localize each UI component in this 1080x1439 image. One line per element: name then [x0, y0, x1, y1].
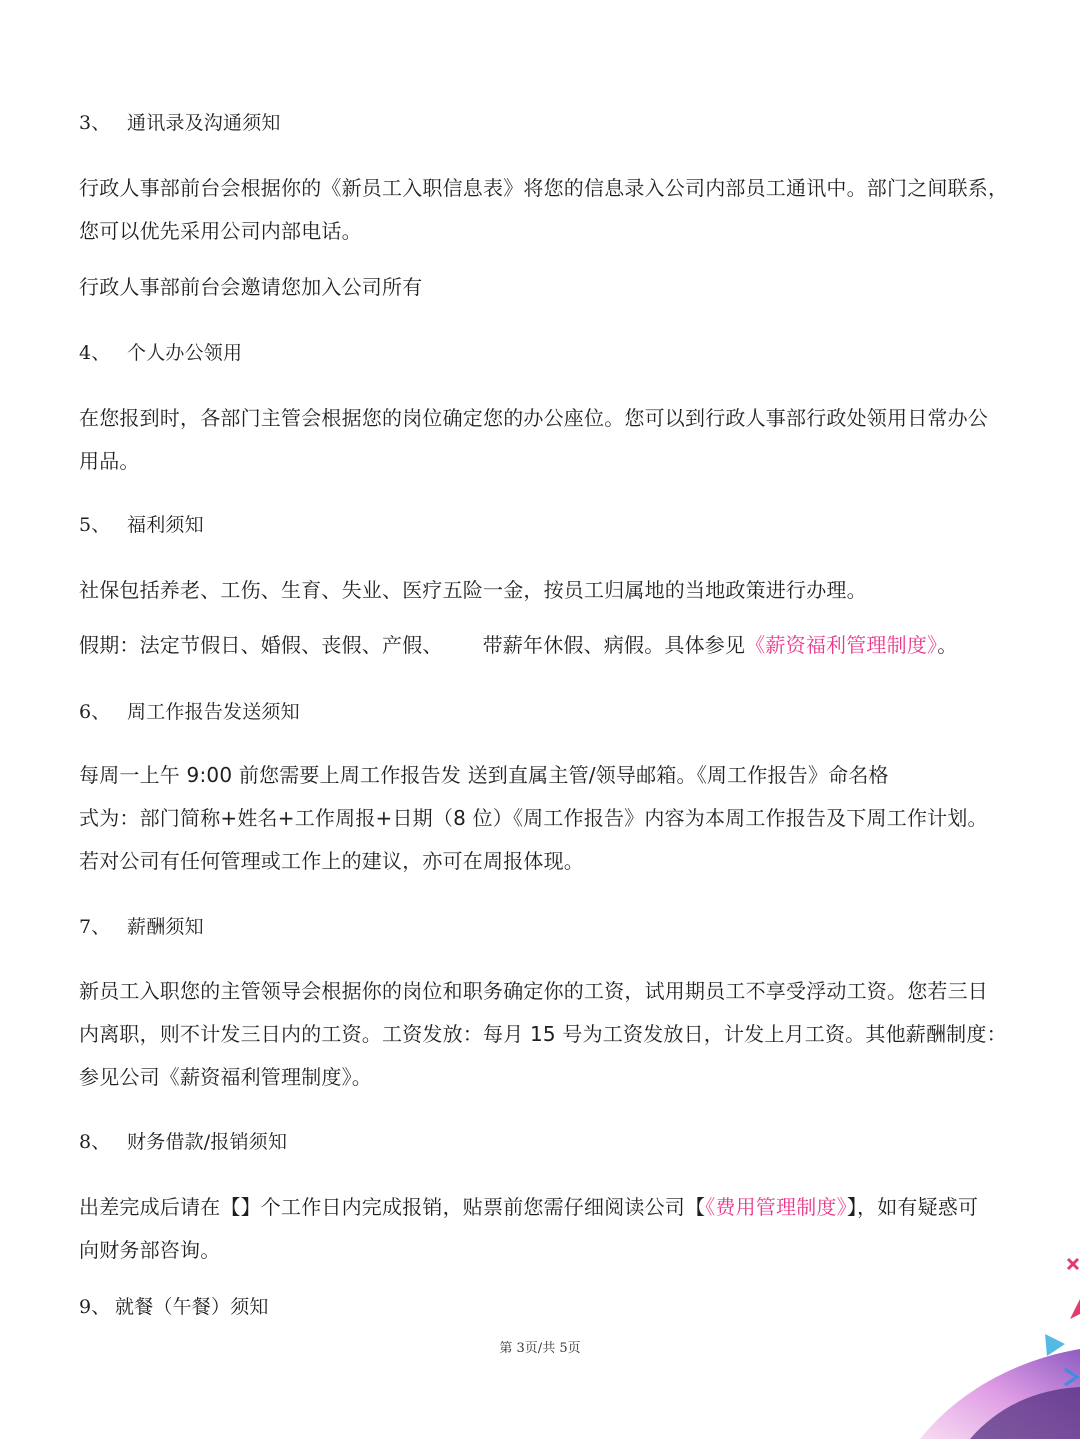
section-6-paragraph-line: 式为：部门简称+姓名+工作周报+日期（8 位）《周工作报告》内容为本周工作报告及下周工作计划。: [79, 806, 988, 830]
section-title: 通讯录及沟通须知: [127, 112, 281, 134]
section-6-heading: [79, 697, 1002, 727]
section-title: 财务借款/报销须知: [127, 1131, 288, 1153]
policy-link[interactable]: 《费用管理制度》: [705, 1195, 847, 1219]
section-5-heading: [79, 510, 1002, 540]
section-number: 3、: [79, 112, 111, 134]
text-run: 带薪年休假、病假。具体参见: [482, 633, 746, 657]
section-6-paragraph-line: 每周一上午 9:00 前您需要上周工作报告发 送到直属主管/领导邮箱。《周工作报告》命名格: [79, 763, 889, 787]
page-indicator: 第 3页/共 5页: [499, 1341, 581, 1356]
section-3-paragraph-line: 您可以优先采用公司内部电话。: [79, 219, 362, 243]
section-7-paragraph-line: 参见公司《薪资福利管理制度》。: [79, 1065, 372, 1089]
policy-link[interactable]: 《薪资福利管理制度》: [745, 633, 938, 657]
section-number: 6、: [79, 701, 111, 723]
section-title: 福利须知: [127, 514, 204, 536]
section-number: 9、: [79, 1296, 111, 1318]
section-6-paragraph-line: 若对公司有任何管理或工作上的建议，亦可在周报体现。: [79, 849, 584, 873]
section-3-paragraph-line: 行政人事部前台会根据你的《新员工入职信息表》将您的信息录入公司内部员工通讯中。部门之间联系，: [79, 176, 1009, 200]
section-4-paragraph-line: 用品。: [79, 449, 140, 473]
section-5-paragraph-line: [79, 624, 1002, 667]
section-7-paragraph-line: 新员工入职您的主管领导会根据你的岗位和职务确定你的工资，试用期员工不享受浮动工资。您若三日: [79, 979, 988, 1003]
section-3-heading: [79, 108, 1002, 138]
decorative-corner-art: [880, 1239, 1080, 1439]
section-4-paragraph-line: 在您报到时，各部门主管会根据您的岗位确定您的办公座位。您可以到行政人事部行政处领用日常办公: [79, 406, 988, 430]
section-title: 周工作报告发送须知: [127, 701, 300, 723]
section-3-paragraph-line: 行政人事部前台会邀请您加入公司所有: [79, 275, 423, 299]
section-9-heading: [79, 1292, 1002, 1322]
section-title: 个人办公领用: [127, 342, 243, 364]
section-number: 7、: [79, 916, 111, 938]
section-number: 8、: [79, 1131, 111, 1153]
text-run: 假期：法定节假日、婚假、丧假、产假、: [79, 633, 443, 657]
text-run: 。: [937, 633, 958, 657]
section-number: 4、: [79, 342, 111, 364]
text-run: 】，如有疑惑可: [846, 1195, 979, 1219]
decorative-swirl-icon: [880, 1239, 1080, 1439]
section-7-heading: [79, 912, 1002, 942]
section-8-paragraph-line: 向财务部咨询。: [79, 1238, 221, 1262]
section-5-paragraph-line: 社保包括养老、工伤、生育、失业、医疗五险一金，按员工归属地的当地政策进行办理。: [79, 578, 867, 602]
section-title: 薪酬须知: [127, 916, 204, 938]
section-7-paragraph-line: 内离职，则不计发三日内的工资。工资发放：每月 15 号为工资发放日，计发上月工资。其他薪酬制度：: [79, 1022, 1007, 1046]
section-4-heading: [79, 338, 1002, 368]
section-8-paragraph-line: [79, 1186, 1002, 1229]
section-8-heading: [79, 1127, 1002, 1157]
text-run: 出差完成后请在【】个工作日内完成报销，贴票前您需仔细阅读公司【: [79, 1195, 706, 1219]
section-number: 5、: [79, 514, 111, 536]
section-title: 就餐（午餐）须知: [115, 1296, 269, 1318]
